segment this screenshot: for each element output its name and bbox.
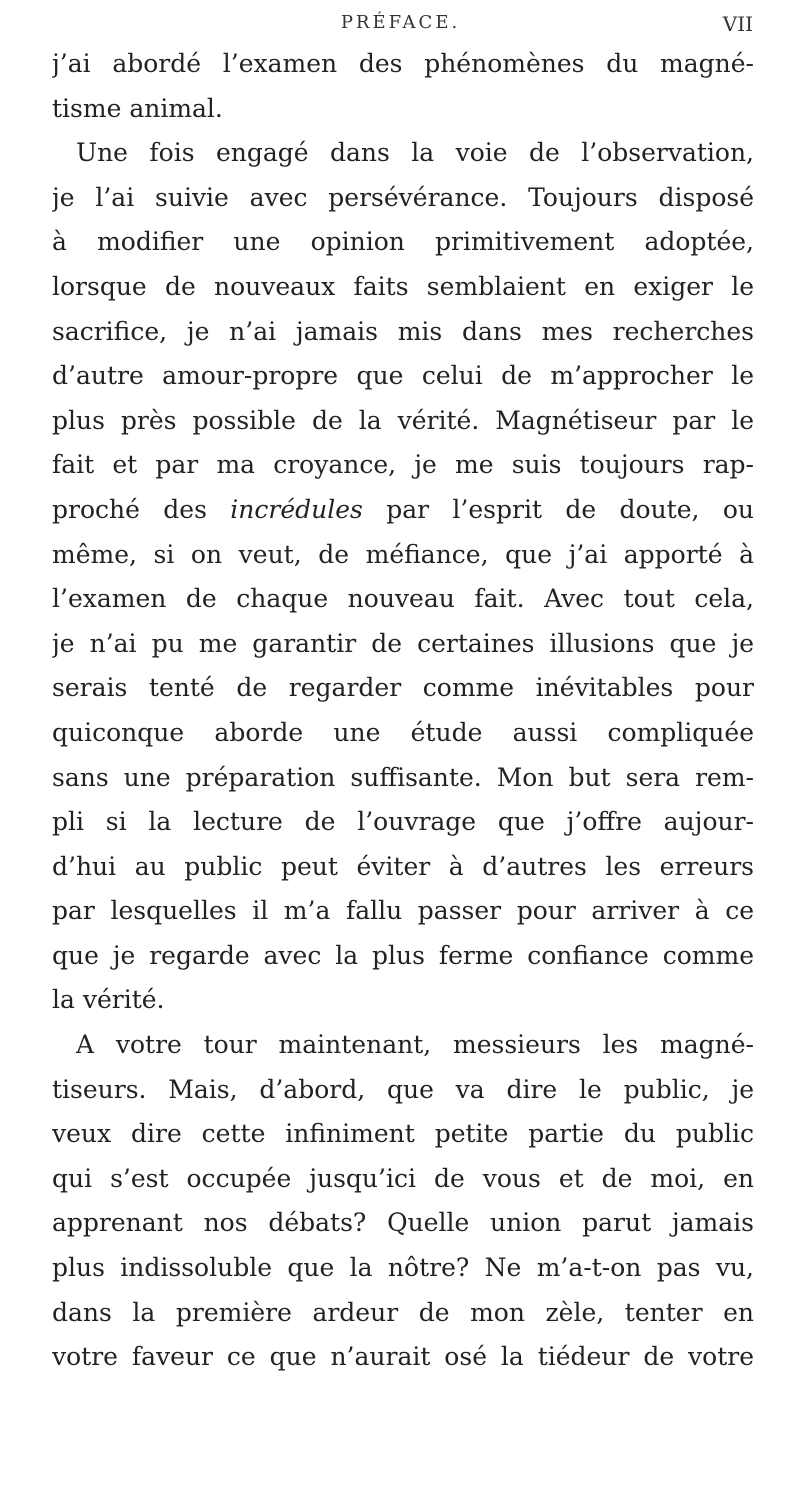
text-line: la vérité. — [52, 985, 165, 1015]
italic-word: incrédules — [230, 494, 363, 524]
paragraph-start-line: Une fois engagé dans la voie de l’observation, — [76, 138, 754, 168]
page-header — [48, 12, 753, 40]
text-line: tisme animal. — [52, 93, 223, 123]
text-line: par lesquelles il m’a fallu passer pour arriver à ce — [52, 896, 754, 926]
text-line: l’examen de chaque nouveau fait. Avec tout cela, — [52, 584, 754, 614]
text-line: lorsque de nouveaux faits semblaient en exiger le — [52, 271, 754, 301]
text-line: serais tenté de regarder comme inévitables pour — [52, 673, 754, 703]
body-text — [52, 42, 754, 1380]
text-line: j’ai abordé l’examen des phénomènes du magné- — [52, 49, 754, 78]
text-line: je l’ai suivie avec persévérance. Toujours disposé — [52, 182, 754, 212]
text-line: pli si la lecture de l’ouvrage que j’offre aujour- — [52, 807, 754, 837]
text-line: à modifier une opinion primitivement adoptée, — [52, 227, 754, 257]
page-number: VII — [722, 12, 753, 36]
text-line: d’hui au public peut éviter à d’autres les erreurs — [52, 851, 754, 881]
text-line: quiconque aborde une étude aussi compliquée — [52, 717, 754, 747]
text-line: qui s’est occupée jusqu’ici de vous et de moi, en — [52, 1163, 754, 1193]
text-line-with-italic — [52, 488, 754, 533]
text-line: plus indissoluble que la nôtre? Ne m’a-t-on pas vu, — [52, 1253, 754, 1283]
text-line: même, si on veut, de méfiance, que j’ai apporté à — [52, 539, 754, 569]
text-line: dans la première ardeur de mon zèle, tenter en — [52, 1297, 754, 1327]
line-segment: proché des — [52, 494, 231, 524]
text-line: sacrifice, je n’ai jamais mis dans mes recherches — [52, 316, 754, 346]
line-segment: par l’esprit de doute, ou — [362, 494, 754, 524]
text-line: plus près possible de la vérité. Magnétiseur par le — [52, 405, 754, 435]
text-line: que je regarde avec la plus ferme confiance comme — [52, 940, 754, 970]
text-line: apprenant nos débats? Quelle union parut jamais — [52, 1208, 754, 1238]
text-line: veux dire cette infiniment petite partie du public — [52, 1119, 754, 1149]
text-line: votre faveur ce que n’aurait osé la tiédeur de votre — [52, 1342, 754, 1372]
paragraph-start-line: A votre tour maintenant, messieurs les magné- — [76, 1030, 754, 1060]
running-title: PRÉFACE. — [340, 12, 461, 33]
text-line: je n’ai pu me garantir de certaines illusions que je — [52, 628, 754, 658]
text-line: tiseurs. Mais, d’abord, que va dire le public, je — [52, 1074, 754, 1104]
text-line: fait et par ma croyance, je me suis toujours rap- — [52, 450, 754, 480]
text-line: d’autre amour-propre que celui de m’approcher le — [52, 361, 754, 391]
text-line: sans une préparation suffisante. Mon but sera rem- — [52, 762, 754, 792]
